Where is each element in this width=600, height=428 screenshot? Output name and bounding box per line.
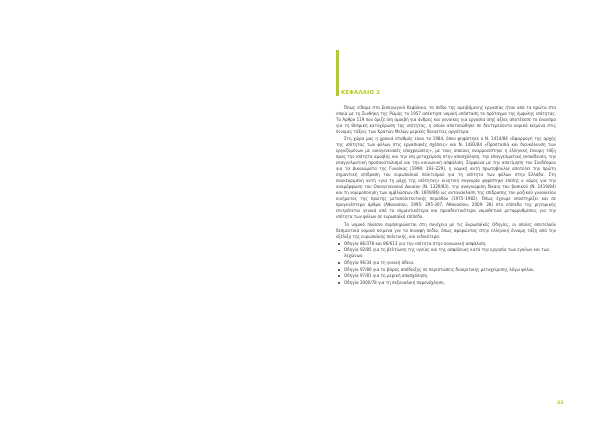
paragraph-3: Το νομικό πλαίσιο συμπληρώνεται στη συνέχεια με τις Ευρωπαϊκές Οδηγίες, οι οποίες αποτελούν δεσμευτικά νομικά κείμενα για τα συναφή πεδία, όπως αφορώντας στην ελληνική έννομη τάξη από την εξέλιξη της ευρωπαϊκής πολιτικής, και ειδικότερα:: [336, 221, 556, 239]
paragraph-2: Στη χώρα μας η χρονιά σταθμός είναι το 1984, όπου ψηφίστηκε ο Ν. 1414/84 «Εφαρμογή της αρχής της ισότητας των φύλων στις εργασιακές σχέσεις» και Ν. 1483/84 «Προστασία και διευκόλυνση των εργαζομένων με οικογενειακές υποχρεώσεις», με τους οποίους εναρμονίστηκε η ελληνική έννομη τάξη προς την ισότητα αμοιβής και την ίση μεταχείριση στην απασχόληση, την επαγγελματική εκπαίδευση, την επαγγελματική προσανατολισμό και την κοινωνική ασφάλιση. Σύμφωνα με την αποτίμηση του Συνδέσμου για τα Δικαιώματα της Γυναίκας (1998: 193–229), η νομική αυτή πρωτοβουλία αποτελεί την πρώτη σημαντική επίδραση του ευρωπαϊκού πολιτισμού για τη ισότητα των φύλων στην Ελλάδα. Στη συγκεκριμένη αυτή «για τη μάχη της ισότητας» κινητική συγκυρία ψηφίστηκε επίσης ο νόμος για την αναμόρφωση του Οικογενειακού Δικαίου (Ν. 1329/83), την αναγνώριση δίκαιη του βασικού (Ν. 1419/84) και τη νομιμοποίηση των αμβλώσεων (Ν. 1609/86) ως αντανάκλαση της επίδρασης του μαζικού γυναικείου κινήματος της πρώτης μεταπολιτευτικής περιόδου (1975–1982). Όπως έχουμε υποστηρίξει και σε προγενέστερα άρθρα (Αθανασίου, 1995: 295-307, Αθανασίου, 2009: 28) στο επίπεδο της ρητορικής επιτρέπεται γενικά από τα σημαντικότερα και προοδευτικότερα νομοθετικά μεταρρυθμίσεις για την ισότητα των φύλων σε ευρωπαϊκό επίπεδο.: [336, 136, 556, 220]
list-item: Οδηγία 96/34 για τη γονική άδεια.: [336, 260, 556, 266]
chapter-accent-bar: [336, 50, 339, 96]
directives-list: [336, 241, 556, 286]
chapter-title: ΚΕΦΑΛΑΙΟ 2: [341, 90, 381, 96]
list-item: Οδηγία 92/85 για τη βελτίωση της υγείας και της ασφάλειας κατά την εργασία των εγκύων και των λεχώνων.: [336, 247, 556, 259]
list-item: Οδηγία 97/80 για το βάρος απόδειξης σε περιπτώσεις διακριτικής μεταχείρισης λόγω φύλου.: [336, 267, 556, 273]
list-item: Οδηγία 97/81 για τη μερική απασχόληση.: [336, 273, 556, 279]
paragraph-1: Όπως είδαμε στο Εισαγωγικό Κεφάλαιο, το πεδίο της αμειβόμενης εργασίας ήταν από τα πρώτα στα οποία με τη Συνθήκη της Ρώμης το 1957 απέκτησε νομική υπόσταση το πρόταγμα της έμφυλης ισότητας. Το Άρθρο 119 που όριζε ίση αμοιβή για άνδρες και γυναίκες για εργασία ίσης αξίας αποτέλεσε το έναυσμα για τη θεσμική κατοχύρωση της ισότητας, η οποία αποτυπώθηκε σε δευτερεύοντα νομικά κείμενα στις έννομες τάξεις των Κρατών Μελών μερικές δεκαετίες αργότερα.: [336, 105, 556, 135]
body-text: [336, 105, 556, 286]
list-item: Οδηγία 2000/78 για τη σεξουαλική παρενόχληση.: [336, 280, 556, 286]
page-number: 33: [557, 401, 564, 406]
list-item: Οδηγία 86/378 και 86/613 για την ισότητα στην κοινωνική ασφάλιση.: [336, 241, 556, 247]
